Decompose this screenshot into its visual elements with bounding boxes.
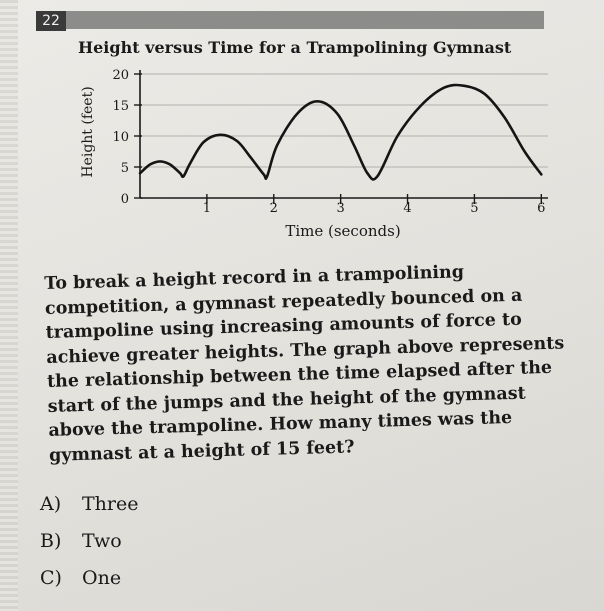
question-line: the relationship between the time elapsed after the [46,357,553,392]
choice-text: One [82,567,122,589]
choice-b[interactable] [40,523,138,560]
question-line: achieve greater heights. The graph above represents [46,333,565,368]
choice-letter: C) [40,567,62,589]
question-line: start of the jumps and the height of the gymnast [47,383,526,417]
choice-text: Two [82,530,122,552]
x-tick-label: 1 [202,201,212,216]
choice-c[interactable] [40,560,138,597]
choice-text: Three [82,493,139,515]
y-tick-label: 5 [120,161,129,176]
x-tick-label: 2 [269,201,278,216]
y-axis-ticks [112,68,142,207]
y-tick-label: 20 [112,68,129,83]
question-line: To break a height record in a trampolining [44,262,465,294]
question-line: above the trampoline. How many times was the [48,407,513,441]
choice-letter: B) [40,530,62,552]
answer-choices [40,486,138,597]
choice-a[interactable] [40,486,138,523]
y-tick-label: 10 [112,130,129,145]
x-tick-label: 5 [470,201,479,216]
x-tick-label: 3 [336,201,345,216]
question-text [44,257,579,468]
chart-title: Height versus Time for a Trampolining Gymnast [78,38,512,57]
chart-axes [140,70,548,198]
choice-letter: A) [40,493,62,515]
y-axis-label: Height (feet) [80,86,96,178]
question-line: competition, a gymnast repeatedly bounced on a [44,285,523,319]
y-tick-label: 15 [112,99,129,114]
x-tick-label: 6 [537,201,546,216]
y-tick-label: 0 [120,192,129,207]
x-axis-label: Time (seconds) [285,222,401,240]
question-line: trampoline using increasing amounts of force to [45,309,523,343]
question-line: gymnast at a height of 15 feet? [48,436,355,466]
chart-gridlines [140,74,548,167]
x-tick-label: 4 [403,201,412,216]
height-curve [140,85,541,179]
question-number-badge: 22 [36,11,66,31]
